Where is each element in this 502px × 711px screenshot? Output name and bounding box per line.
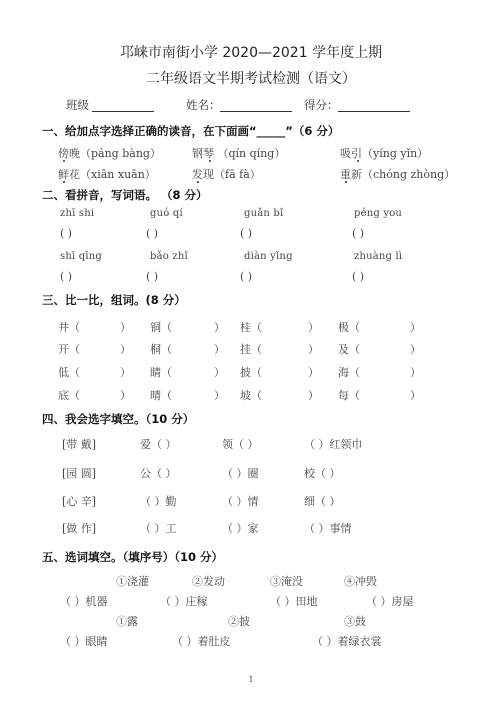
word-option: ③鼓: [344, 615, 366, 628]
fill-item[interactable]: 细（ ）: [304, 495, 341, 508]
score-label: 得分：: [304, 98, 339, 112]
compare-blank-close[interactable]: ）: [120, 366, 131, 379]
fill-blank[interactable]: （ ）着肚皮: [172, 635, 231, 648]
compare-blank-close[interactable]: ）: [308, 389, 319, 402]
s1-item: 发现（fā fà）: [192, 168, 261, 181]
fill-item[interactable]: 校（ ）: [304, 467, 341, 480]
pinyin: guǎn bǐ: [244, 208, 284, 219]
word-option: ②披: [228, 615, 250, 628]
answer-blank[interactable]: ( ): [60, 270, 73, 283]
compare-blank-close[interactable]: ）: [120, 321, 131, 334]
emphasis-dot: [345, 181, 347, 183]
pinyin: zhuàng lì: [354, 251, 403, 262]
fill-blank[interactable]: （ ）房屋: [366, 595, 414, 608]
section-1-heading: 一、给加点字选择正确的读音，在下面画“_____”（6 分）: [42, 124, 340, 138]
section-5-heading: 五、选词填空。（填序号）（10 分）: [42, 550, 224, 564]
compare-char: 睛（: [150, 366, 172, 379]
compare-blank-close[interactable]: ）: [410, 389, 421, 402]
fill-blank[interactable]: （ ）田地: [270, 595, 318, 608]
emphasis-dot: [357, 160, 359, 162]
answer-blank[interactable]: ( ): [146, 270, 159, 283]
fill-item[interactable]: （ ）勤: [140, 495, 177, 508]
compare-char: 挂（: [240, 343, 262, 356]
pinyin: shī qīng: [60, 251, 102, 262]
word-option: ①浇灌: [116, 575, 149, 588]
exam-title: 邛崃市南街小学 2020—2021 学年度上期: [119, 45, 383, 61]
fill-blank[interactable]: （ ）眼睛: [60, 635, 108, 648]
compare-blank-close[interactable]: ）: [214, 389, 225, 402]
emphasis-dot: [63, 181, 65, 183]
compare-blank-close[interactable]: ）: [410, 343, 421, 356]
compare-char: 低（: [58, 366, 80, 379]
pinyin: diàn yǐng: [244, 251, 293, 262]
answer-blank[interactable]: ( ): [60, 227, 73, 240]
compare-char: 坡（: [240, 389, 262, 402]
emphasis-dot: [197, 181, 199, 183]
compare-char: 极（: [338, 321, 360, 334]
fill-item[interactable]: （ ）圈: [222, 467, 259, 480]
compare-char: 每（: [338, 389, 360, 402]
compare-char: 晴（: [150, 389, 172, 402]
section-3-heading: 三、比一比，组词。(8 分）: [42, 293, 186, 307]
compare-blank-close[interactable]: ）: [308, 343, 319, 356]
class-label: 班级: [66, 98, 89, 112]
word-option: ①露: [116, 615, 138, 628]
class-blank[interactable]: [92, 111, 154, 112]
name-label: 姓名：: [186, 98, 221, 112]
fill-item[interactable]: （ ）工: [140, 522, 177, 535]
compare-blank-close[interactable]: ）: [410, 366, 421, 379]
pinyin: bǎo zhǐ: [150, 251, 188, 262]
fill-blank[interactable]: （ ）机器: [60, 595, 108, 608]
page-number: 1: [248, 675, 254, 684]
compare-char: 井（: [58, 321, 80, 334]
word-option: ②发动: [192, 575, 225, 588]
fill-item[interactable]: （ ）情: [222, 495, 259, 508]
pinyin: péng you: [354, 208, 403, 219]
s1-item: 鲜花（xiān xuān）: [58, 168, 156, 181]
compare-char: 桐（: [150, 343, 172, 356]
fill-item[interactable]: （ ）家: [222, 522, 259, 535]
pinyin: guó qí: [150, 208, 183, 219]
compare-char: 桂（: [240, 321, 262, 334]
emphasis-dot: [209, 160, 211, 162]
word-option: ④冲毁: [344, 575, 377, 588]
compare-blank-close[interactable]: ）: [120, 343, 131, 356]
compare-blank-close[interactable]: ）: [120, 389, 131, 402]
s1-item: 傍晚（páng bàng）: [58, 147, 161, 160]
s1-item: 重新（chóng zhòng）: [340, 168, 456, 181]
emphasis-dot: [63, 160, 65, 162]
compare-blank-close[interactable]: ）: [308, 366, 319, 379]
char-pair: [做 作]: [62, 522, 97, 535]
answer-blank[interactable]: ( ): [240, 227, 253, 240]
compare-char: 海（: [338, 366, 360, 379]
answer-blank[interactable]: ( ): [352, 227, 365, 240]
fill-item[interactable]: （ ）红领巾: [304, 438, 363, 451]
pinyin: zhī shi: [60, 208, 95, 219]
compare-blank-close[interactable]: ）: [214, 321, 225, 334]
score-blank[interactable]: [338, 111, 410, 112]
fill-item[interactable]: 领（ ）: [222, 438, 259, 451]
compare-char: 开（: [58, 343, 80, 356]
fill-item[interactable]: （ ）事情: [304, 522, 352, 535]
fill-item[interactable]: 公（ ）: [140, 467, 177, 480]
fill-blank[interactable]: （ ）庄稼: [160, 595, 208, 608]
section-4-heading: 四、我会选字填空。（10 分）: [42, 412, 195, 426]
answer-blank[interactable]: ( ): [240, 270, 253, 283]
s1-item: 钢琴 （qín qíng）: [192, 147, 286, 160]
exam-subtitle: 二年级语文半期考试检测（语文）: [146, 71, 356, 87]
fill-item[interactable]: 爱（ ）: [140, 438, 177, 451]
answer-blank[interactable]: ( ): [352, 270, 365, 283]
name-blank[interactable]: [220, 111, 292, 112]
compare-blank-close[interactable]: ）: [410, 321, 421, 334]
compare-blank-close[interactable]: ）: [214, 343, 225, 356]
s1-item: 吸引（yíng yǐn）: [340, 147, 429, 160]
fill-blank[interactable]: （ ）着绿衣裳: [312, 635, 382, 648]
word-option: ③淹没: [270, 575, 303, 588]
section-2-heading: 二、看拼音，写词语。 （8 分）: [42, 188, 208, 202]
compare-blank-close[interactable]: ）: [308, 321, 319, 334]
char-pair: [园 圆]: [62, 467, 97, 480]
compare-blank-close[interactable]: ）: [214, 366, 225, 379]
compare-char: 及（: [338, 343, 360, 356]
char-pair: [心 辛]: [62, 495, 97, 508]
char-pair: [带 戴]: [62, 438, 97, 451]
compare-char: 披（: [240, 366, 262, 379]
compare-char: 底（: [58, 389, 80, 402]
compare-char: 铜（: [150, 321, 172, 334]
answer-blank[interactable]: ( ): [146, 227, 159, 240]
